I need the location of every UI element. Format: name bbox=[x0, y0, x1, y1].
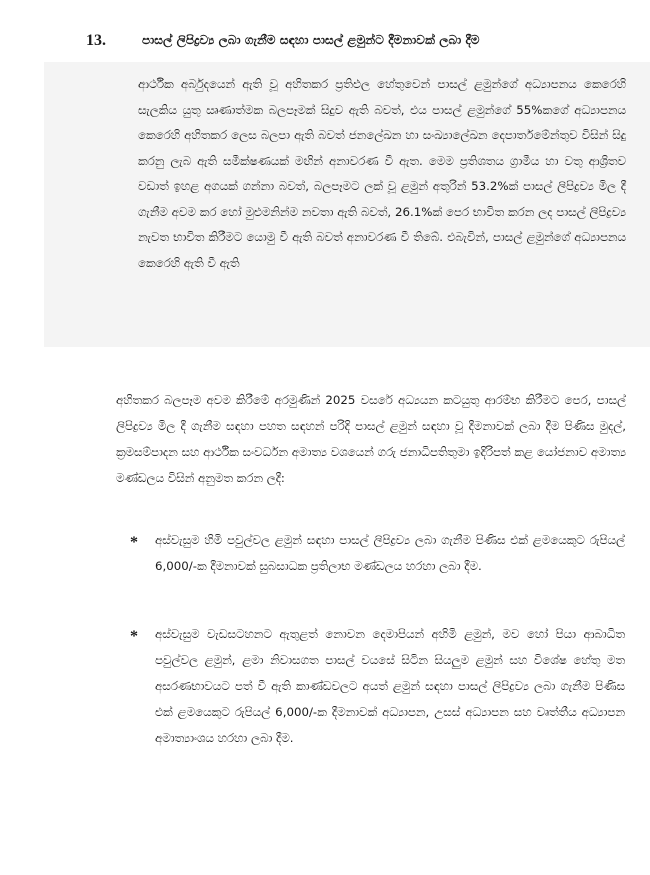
section-title: පාසල් ලිපිද්‍රව්‍ය ලබා ගැනීම සඳහා පාසල් ළමුන්ට දීමනාවක් ලබා දීම bbox=[142, 33, 480, 47]
bullet-marker: * bbox=[130, 628, 138, 645]
paragraph-background-findings: ආර්ථික අර්බුදයෙන් ඇති වූ අහිතකර ප්‍රතිඵල හේතුවෙන් පාසල් ළමුන්ගේ අධ්‍යාපනය කෙරෙහි සැලකිය යුතු ඍණාත්මක බලපෑමක් සිදුව ඇති බවත්, එය පාසල් ළමුන්ගේ 55%කගේ අධ්‍යාපනය කෙරෙහි අහිතකර ලෙස බලපා ඇති බවත් ජනලේඛන හා සංඛ්‍යාලේඛන දෙපාර්තමේන්තුව විසින් සිදු කරනු ලැබ ඇති සමීක්ෂණයක් මඟින් අනාවරණ වී ඇත. මෙම ප්‍රතිශතය ග්‍රාමීය හා වතු ආශ්‍රිතව වඩාත් ඉහළ අගයක් ගන්නා බවත්, බලපෑමට ලක් වූ ළමුන් අතුරින් 53.2%ක් පාසල් ලිපිද්‍රව්‍ය මිල දී ගැනීම අවම කර හෝ මුළුමනින්ම නවතා ඇති බවත්, 26.1%ක් පෙර භාවිත කරන ලද පාසල් ලිපිද්‍රව්‍ය නැවත භාවිත කිරීමට යොමු වී ඇති බවත් අනාවරණ වී තිබේ. එබැවින්, පාසල් ළමුන්ගේ අධ්‍යාපනය කෙරෙහි ඇති වී ඇති bbox=[138, 77, 626, 270]
paragraph-cabinet-decision: අහිතකර බලපෑම අවම කිරීමේ අරමුණින් 2025 වසරේ අධ්‍යයන කටයුතු ආරම්භ කිරීමට පෙර, පාසල් ලිපිද්‍රව්‍ය මිල දී ගැනීම සඳහා පහත සඳහන් පරිදි පාසල් ළමුන් සඳහා වූ දීමනාවක් ලබා දීම පිණිස මුදල්, ක්‍රමසම්පාදන සහ ආර්ථික සංවර්ධන අමාත්‍ය වශයෙන් ගරු ජනාධිපතිතුමා ඉදිරිපත් කළ යෝජනාව අමාත්‍ය මණ්ඩලය විසින් අනුමත කරන ලදී: bbox=[116, 393, 626, 485]
section-number: 13. bbox=[86, 32, 106, 49]
section-heading bbox=[0, 32, 650, 54]
bullet-item-aswesuma-allowance: අස්වැසුම හිමි පවුල්වල ළමුන් සඳහා පාසල් ලිපිද්‍රව්‍ය ලබා ගැනීම පිණිස එක් ළමයෙකුට රුපියල් 6,000/-ක දීමනාවක් සුබසාධක ප්‍රතිලාභ මණ්ඩලය හරහා ලබා දීම. bbox=[155, 533, 625, 573]
bullet-marker: * bbox=[130, 534, 138, 551]
bullet-item-vulnerable-children-allowance: අස්වැසුම වැඩසටහනට ඇතුළත් නොවන දෙමාපියන් අහිමි ළමුන්, මව හෝ පියා ආබාධිත පවුල්වල ළමුන්, ළමා නිවාසගත පාසල් වයසේ සිටින සියලුම ළමුන් සහ විශේෂ හේතු මත අසරණභාවයට පත් වී ඇති කාණ්ඩවලට අයත් ළමුන් සඳහා පාසල් ලිපිද්‍රව්‍ය ලබා ගැනීම පිණිස එක් ළමයෙකුට රුපියල් 6,000/-ක දීමනාවක් අධ්‍යාපන, උසස් අධ්‍යාපන සහ වෘත්තීය අධ්‍යාපන අමාත්‍යාංශය හරහා ලබා දීම. bbox=[155, 627, 625, 745]
